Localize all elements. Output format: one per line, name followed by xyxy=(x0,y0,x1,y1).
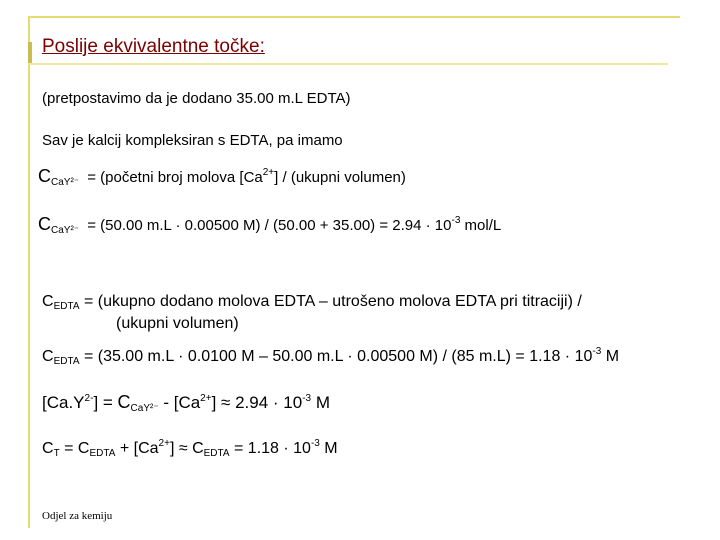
c-subscript: CaY²⁻ xyxy=(51,177,80,188)
eq2-part-b: mol/L xyxy=(460,217,502,234)
eq1-superscript: 2+ xyxy=(262,167,275,178)
frame-top-border xyxy=(28,16,680,18)
eq2-part-a: = (50.00 m.L · 0.00500 M) / (50.00 + 35.00) = 2.94 · 10 xyxy=(87,217,452,234)
slide-title: Poslije ekvivalentne točke: xyxy=(42,36,265,57)
footer-department: Odjel za kemiju xyxy=(42,510,113,522)
cay-b: ] = xyxy=(93,393,118,412)
cay-e: M xyxy=(311,393,330,412)
assumption-line: (pretpostavimo da je dodano 35.00 m.L EDTA) xyxy=(42,90,351,107)
c-subscript: CaY²⁻ xyxy=(130,403,159,414)
edta-calc-subscript: EDTA xyxy=(53,356,80,367)
ct-superscript: 2+ xyxy=(158,438,170,449)
c-symbol: C xyxy=(117,392,131,412)
edta-c: C xyxy=(42,293,54,310)
ct-superscript-2: -3 xyxy=(310,438,320,449)
c-subscript: CaY²⁻ xyxy=(51,225,80,236)
ct-equation xyxy=(42,438,338,459)
cay-superscript-2: 2+ xyxy=(200,393,212,404)
edta-definition-cont: (ukupni volumen) xyxy=(116,315,239,332)
ct-e: M xyxy=(319,440,338,457)
ct-a: = C xyxy=(59,440,90,457)
frame-left-border xyxy=(28,16,30,528)
edta-def-text: = (ukupno dodano molova EDTA – utrošeno molova EDTA pri titraciji) / xyxy=(79,293,582,310)
title-accent xyxy=(28,42,32,64)
cay-superscript: 2- xyxy=(84,393,94,404)
ct-subscript-2: EDTA xyxy=(89,448,116,459)
edta-calc-c: C xyxy=(42,348,54,365)
edta-calc-text: = (35.00 m.L · 0.0100 M – 50.00 m.L · 0.00500 M) / (85 m.L) = 1.18 · 10 xyxy=(79,348,593,365)
equation-1 xyxy=(38,166,406,188)
ct-subscript: T xyxy=(53,448,60,459)
cay-equation xyxy=(42,392,330,414)
cay-c: - [Ca xyxy=(158,393,201,412)
eq2-superscript: -3 xyxy=(451,215,461,226)
c-symbol: C xyxy=(38,166,51,186)
edta-calculation xyxy=(42,346,619,367)
edta-calc-unit: M xyxy=(601,348,620,365)
c-symbol: C xyxy=(38,214,51,234)
cay-superscript-3: -3 xyxy=(302,393,312,404)
cay-a: [Ca.Y xyxy=(42,393,85,412)
equation-2 xyxy=(38,214,501,236)
eq1-part-b: ] / (ukupni volumen) xyxy=(274,169,406,186)
ct-subscript-3: EDTA xyxy=(203,448,230,459)
ct-c: C xyxy=(42,440,54,457)
edta-calc-superscript: -3 xyxy=(592,346,602,357)
title-underline-rule xyxy=(28,63,668,65)
edta-definition xyxy=(42,293,582,312)
ct-c2: ] ≈ C xyxy=(169,440,204,457)
eq1-part-a: = (početni broj molova [Ca xyxy=(87,169,263,186)
ct-d: = 1.18 · 10 xyxy=(229,440,311,457)
statement-line: Sav je kalcij kompleksiran s EDTA, pa imamo xyxy=(42,132,343,149)
edta-subscript: EDTA xyxy=(53,301,80,312)
ct-b: + [Ca xyxy=(115,440,159,457)
cay-d: ] ≈ 2.94 · 10 xyxy=(211,393,303,412)
